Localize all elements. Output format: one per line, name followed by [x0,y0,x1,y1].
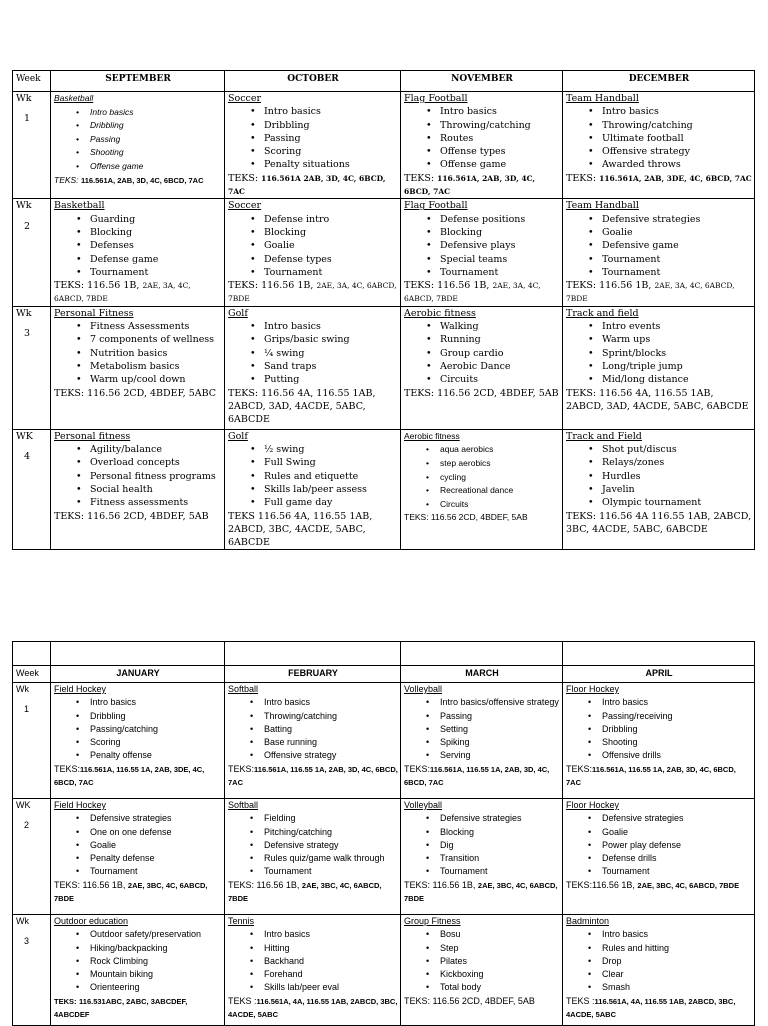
unit-cell [51,799,225,915]
unit-title: Aerobic fitness [404,307,476,319]
teks-line: TEKS: 116.56 2CD, 4BDEF, 5AB [404,512,528,523]
teks-line: TEKS: 116.56 2CD, 4BDEF, 5AB [404,995,535,1006]
list-item: • Total body [440,981,560,994]
unit-title: Floor Hockey [566,800,620,810]
unit-title: Volleyball [404,684,443,694]
unit-title: Personal fitness [54,430,131,442]
list-item: • Tournament [602,266,752,279]
list-item: • Goalie [264,239,398,252]
teks-line: TEKS: 116.56 1B, 2AE, 3A, 4C, 6ABCD, 7BDE [228,280,397,304]
list-item: • Guarding [90,213,222,226]
teks-line: TEKS: 116.561A, 2AB, 3DE, 4C, 6BCD, 7AC [566,172,752,184]
list-item: • Intro basics/offensive strategy [440,696,560,709]
list-item: • Throwing/catching [440,119,560,132]
list-item: • Shooting [602,736,752,749]
header-row [13,666,755,683]
unit-cell [225,429,401,550]
list-item: • Overload concepts [90,456,222,469]
list-item: • Tournament [90,266,222,279]
list-item: • Spiking [440,736,560,749]
header-month: JANUARY [51,666,225,683]
teks-line: TEKS: 116.56 1B, 2AE, 3BC, 4C, 6ABCD, 7BDE [404,879,558,904]
unit-cell [563,683,755,799]
list-item: • Bosu [440,928,560,941]
unit-cell [563,92,755,199]
list-item: • Offensive strategy [602,145,752,158]
list-item: • Base running [264,736,398,749]
unit-title: Softball [228,684,259,694]
list-item: • Rules quiz/game walk through [264,852,398,865]
list-item: • Intro basics [602,696,752,709]
list-item: • Olympic tournament [602,496,752,509]
list-item: • Aerobic Dance [440,360,560,373]
list-item: • Offensive strategy [264,749,398,762]
list-item: • Circuits [440,373,560,386]
list-item: • Defense positions [440,213,560,226]
list-item: • Blocking [440,226,560,239]
week-row [13,429,755,550]
list-item: • Defensive plays [440,239,560,252]
unit-title: Track and field [566,307,639,319]
week-label: Wk 3 [13,306,51,429]
list-item: • Power play defense [602,839,752,852]
teks-line: TEKS:116.561A, 116.55 1A, 2AB, 3D, 4C, 6BCD, 7AC [404,763,550,788]
list-item: • Mid/long distance [602,373,752,386]
header-month: OCTOBER [225,71,401,92]
unit-title: Team Handball [566,93,639,104]
list-item: • Offensive drills [602,749,752,762]
list-item: • Nutrition basics [90,347,222,360]
unit-cell [51,199,225,306]
unit-cell [563,915,755,1026]
unit-title: Basketball [54,200,105,212]
list-item: • ½ swing [264,443,398,456]
teks-line: TEKS :116.561A, 4A, 116.55 1AB, 2ABCD, 3BC, 4ACDE, 5ABC [228,995,398,1020]
unit-cell [401,915,563,1026]
header-week: Week [13,666,51,683]
unit-cell [401,92,563,199]
list-item: • 7 components of wellness [90,333,222,346]
list-item: • Intro basics [264,928,398,941]
list-item: • Shooting [90,146,222,160]
list-item: • Intro basics [264,105,398,118]
unit-title: Golf [228,430,248,442]
list-item: • Personal fitness programs [90,470,222,483]
week-row [13,915,755,1026]
teks-line: TEKS:116.561A, 116.55 1A, 2AB, 3D, 4C, 6BCD, 7AC [566,763,736,788]
teks-line: TEKS: 116.56 1B, 2AE, 3BC, 4C, 6ABCD, 7BDE [54,879,208,904]
list-item: • Routes [440,132,560,145]
unit-cell [401,429,563,550]
unit-title: Soccer [228,93,262,104]
blank-cell [51,642,225,666]
list-item: • cycling [440,471,560,485]
list-item: • Shot put/discus [602,443,752,456]
list-item: • Full game day [264,496,398,509]
unit-title: Badminton [566,916,610,926]
teks-line: TEKS: 116.561A, 2AB, 3D, 4C, 6BCD, 7AC [54,174,204,185]
week-label: WK 2 [13,799,51,915]
teks-line: TEKS: 116.56 4A, 116.55 1AB, 2ABCD, 3AD, 4ACDE, 5ABC, 6ABCDE [228,387,376,426]
unit-cell [225,799,401,915]
unit-cell [401,799,563,915]
list-item: • Outdoor safety/preservation [90,928,222,941]
unit-cell [225,199,401,306]
unit-title: Tennis [228,916,255,926]
list-item: • Putting [264,373,398,386]
blank-cell [13,642,51,666]
unit-title: Softball [228,800,259,810]
list-item: • Ultimate football [602,132,752,145]
teks-line: TEKS:116.561A, 116.55 1A, 2AB, 3DE, 4C, 6BCD, 7AC [54,763,205,788]
list-item: • Intro basics [90,696,222,709]
unit-title: Team Handball [566,200,639,212]
unit-cell [401,683,563,799]
teks-line: TEKS: 116.56 1B, 2AE, 3A, 4C, 6ABCD, 7BDE [566,280,735,304]
list-item: • Dribbling [90,710,222,723]
list-item: • Intro basics [440,105,560,118]
list-item: • Tournament [90,865,222,878]
list-item: • Step [440,942,560,955]
list-item: • Defensive strategies [440,812,560,825]
list-item: • Fielding [264,812,398,825]
list-item: • One on one defense [90,826,222,839]
list-item: • Defense drills [602,852,752,865]
list-item: • Forehand [264,968,398,981]
header-month: FEBRUARY [225,666,401,683]
list-item: • Scoring [264,145,398,158]
list-item: • Orienteering [90,981,222,994]
unit-title: Outdoor education [54,916,129,926]
list-item: • Running [440,333,560,346]
unit-title: Aerobic fitness [404,430,460,441]
list-item: • Throwing/catching [264,710,398,723]
list-item: • Hiking/backpacking [90,942,222,955]
list-item: • Dribbling [90,119,222,133]
header-month: NOVEMBER [401,71,563,92]
list-item: • Passing [90,133,222,147]
teks-line: TEKS:116.56 1B, 2AE, 3BC, 4C, 6ABCD, 7BDE [566,879,740,890]
unit-cell [51,306,225,429]
list-item: • Goalie [602,826,752,839]
list-item: • Passing [264,132,398,145]
list-item: • Intro basics [602,928,752,941]
header-month: SEPTEMBER [51,71,225,92]
list-item: • Defenses [90,239,222,252]
list-item: • step aerobics [440,457,560,471]
list-item: • Penalty offense [90,749,222,762]
unit-title: Personal Fitness [54,307,134,319]
unit-cell [401,306,563,429]
list-item: • Penalty defense [90,852,222,865]
schedule-table-spring [12,641,755,1026]
unit-title: Track and Field [566,430,642,442]
week-label: Wk 1 [13,683,51,799]
unit-title: Volleyball [404,800,443,810]
week-label: Wk 2 [13,199,51,306]
list-item: • Defense game [90,253,222,266]
list-item: • Dribbling [602,723,752,736]
unit-cell [563,199,755,306]
list-item: • Passing/receiving [602,710,752,723]
teks-line: TEKS: 116.56 2CD, 4BDEF, 5ABC [54,387,217,399]
teks-line: TEKS: 116.56 1B, 2AE, 3A, 4C, 6ABCD, 7BDE [404,280,541,304]
unit-cell [225,915,401,1026]
list-item: • Warm ups [602,333,752,346]
list-item: • Transition [440,852,560,865]
unit-cell [225,683,401,799]
list-item: • Defensive strategies [90,812,222,825]
list-item: • Fitness Assessments [90,320,222,333]
header-month: DECEMBER [563,71,755,92]
list-item: • Blocking [440,826,560,839]
unit-cell [51,915,225,1026]
list-item: • Relays/zones [602,456,752,469]
list-item: • Tournament [602,253,752,266]
list-item: • Offense types [440,145,560,158]
week-label: Wk 1 [13,92,51,199]
unit-cell [51,429,225,550]
list-item: • Defensive game [602,239,752,252]
teks-line: TEKS: 116.56 4A, 116.55 1AB, 2ABCD, 3AD, 4ACDE, 5ABC, 6ABCDE [566,387,749,412]
list-item: • Batting [264,723,398,736]
list-item: • Rules and etiquette [264,470,398,483]
list-item: • Tournament [602,865,752,878]
list-item: • Penalty situations [264,158,398,171]
teks-line: TEKS: 116.56 1B, 2AE, 3BC, 4C, 6ABCD, 7BDE [228,879,382,904]
list-item: • Scoring [90,736,222,749]
list-item: • Intro events [602,320,752,333]
list-item: • Long/triple jump [602,360,752,373]
list-item: • Dig [440,839,560,852]
teks-line: TEKS: 116.561A, 2AB, 3D, 4C, 6BCD, 7AC [404,172,536,197]
list-item: • Kickboxing [440,968,560,981]
list-item: • Hitting [264,942,398,955]
list-item: • Warm up/cool down [90,373,222,386]
teks-line: TEKS: 116.56 4A 116.55 1AB, 2ABCD, 3BC, 4ACDE, 5ABC, 6ABCDE [566,510,752,535]
unit-title: Field Hockey [54,800,107,810]
blank-row [13,642,755,666]
week-label: Wk 3 [13,915,51,1026]
unit-cell [225,306,401,429]
teks-line: TEKS: 116.561A 2AB, 3D, 4C, 6BCD, 7AC [228,172,386,197]
header-row [13,71,755,92]
list-item: • Tournament [440,865,560,878]
list-item: • Rock Climbing [90,955,222,968]
unit-cell [563,799,755,915]
teks-line: TEKS: 116.56 2CD, 4BDEF, 5AB [54,510,209,522]
list-item: • Tournament [440,266,560,279]
list-item: • Defensive strategy [264,839,398,852]
list-item: • Drop [602,955,752,968]
list-item: • Smash [602,981,752,994]
list-item: • aqua aerobics [440,443,560,457]
unit-title: Flag Football [404,93,468,104]
list-item: • Tournament [264,865,398,878]
list-item: • Setting [440,723,560,736]
unit-title: Field Hockey [54,684,107,694]
list-item: • Tournament [264,266,398,279]
week-row [13,199,755,306]
list-item: • Passing [440,710,560,723]
list-item: • Awarded throws [602,158,752,171]
list-item: • Javelin [602,483,752,496]
blank-cell [401,642,563,666]
unit-title: Soccer [228,200,262,212]
list-item: • Recreational dance [440,484,560,498]
list-item: • Passing/catching [90,723,222,736]
list-item: • Group cardio [440,347,560,360]
unit-cell [563,429,755,550]
teks-line: TEKS: 116.56 1B, 2AE, 3A, 4C, 6ABCD, 7BDE [54,280,191,304]
schedule-table-fall [12,70,755,550]
week-row [13,306,755,429]
list-item: • Throwing/catching [602,119,752,132]
unit-cell [401,199,563,306]
list-item: • Backhand [264,955,398,968]
unit-cell [225,92,401,199]
list-item: • Intro basics [264,320,398,333]
unit-cell [563,306,755,429]
list-item: • Skills lab/peer assess [264,483,398,496]
list-item: • Grips/basic swing [264,333,398,346]
teks-line: TEKS :116.561A, 4A, 116.55 1AB, 2ABCD, 3BC, 4ACDE, 5ABC [566,995,736,1020]
list-item: • Defense types [264,253,398,266]
list-item: • Goalie [602,226,752,239]
list-item: • Walking [440,320,560,333]
list-item: • Serving [440,749,560,762]
list-item: • ¼ swing [264,347,398,360]
list-item: • Blocking [90,226,222,239]
header-week: Week [13,71,51,92]
list-item: • Mountain biking [90,968,222,981]
list-item: • Special teams [440,253,560,266]
unit-title: Group Fitness [404,916,461,926]
list-item: • Metabolism basics [90,360,222,373]
unit-cell [51,683,225,799]
list-item: • Defensive strategies [602,213,752,226]
week-row [13,92,755,199]
list-item: • Sprint/blocks [602,347,752,360]
list-item: • Intro basics [264,696,398,709]
list-item: • Goalie [90,839,222,852]
teks-line: TEKS: 116.531ABC, 2ABC, 3ABCDEF, 4ABCDEF [54,996,188,1020]
list-item: • Offense game [440,158,560,171]
list-item: • Blocking [264,226,398,239]
unit-title: Basketball [54,93,94,103]
list-item: • Intro basics [90,106,222,120]
list-item: • Sand traps [264,360,398,373]
blank-cell [225,642,401,666]
week-row [13,799,755,915]
unit-title: Floor Hockey [566,684,620,694]
list-item: • Rules and hitting [602,942,752,955]
header-month: MARCH [401,666,563,683]
list-item: • Hurdles [602,470,752,483]
week-label: WK 4 [13,429,51,550]
list-item: • Fitness assessments [90,496,222,509]
list-item: • Dribbling [264,119,398,132]
teks-line: TEKS:116.561A, 116.55 1A, 2AB, 3D, 4C, 6BCD, 7AC [228,763,398,788]
list-item: • Clear [602,968,752,981]
header-month: APRIL [563,666,755,683]
unit-title: Flag Football [404,200,468,212]
list-item: • Pilates [440,955,560,968]
unit-title: Golf [228,307,248,319]
list-item: • Defensive strategies [602,812,752,825]
list-item: • Pitching/catching [264,826,398,839]
list-item: • Offense game [90,160,222,174]
teks-line: TEKS: 116.56 2CD, 4BDEF, 5AB [404,387,559,399]
list-item: • Skills lab/peer eval [264,981,398,994]
unit-cell [51,92,225,199]
list-item: • Defense intro [264,213,398,226]
teks-line: TEKS 116.56 4A, 116.55 1AB, 2ABCD, 3BC, 4ACDE, 5ABC, 6ABCDE [228,510,373,549]
blank-cell [563,642,755,666]
list-item: • Circuits [440,498,560,512]
list-item: • Social health [90,483,222,496]
list-item: • Full Swing [264,456,398,469]
week-row [13,683,755,799]
list-item: • Intro basics [602,105,752,118]
list-item: • Agility/balance [90,443,222,456]
